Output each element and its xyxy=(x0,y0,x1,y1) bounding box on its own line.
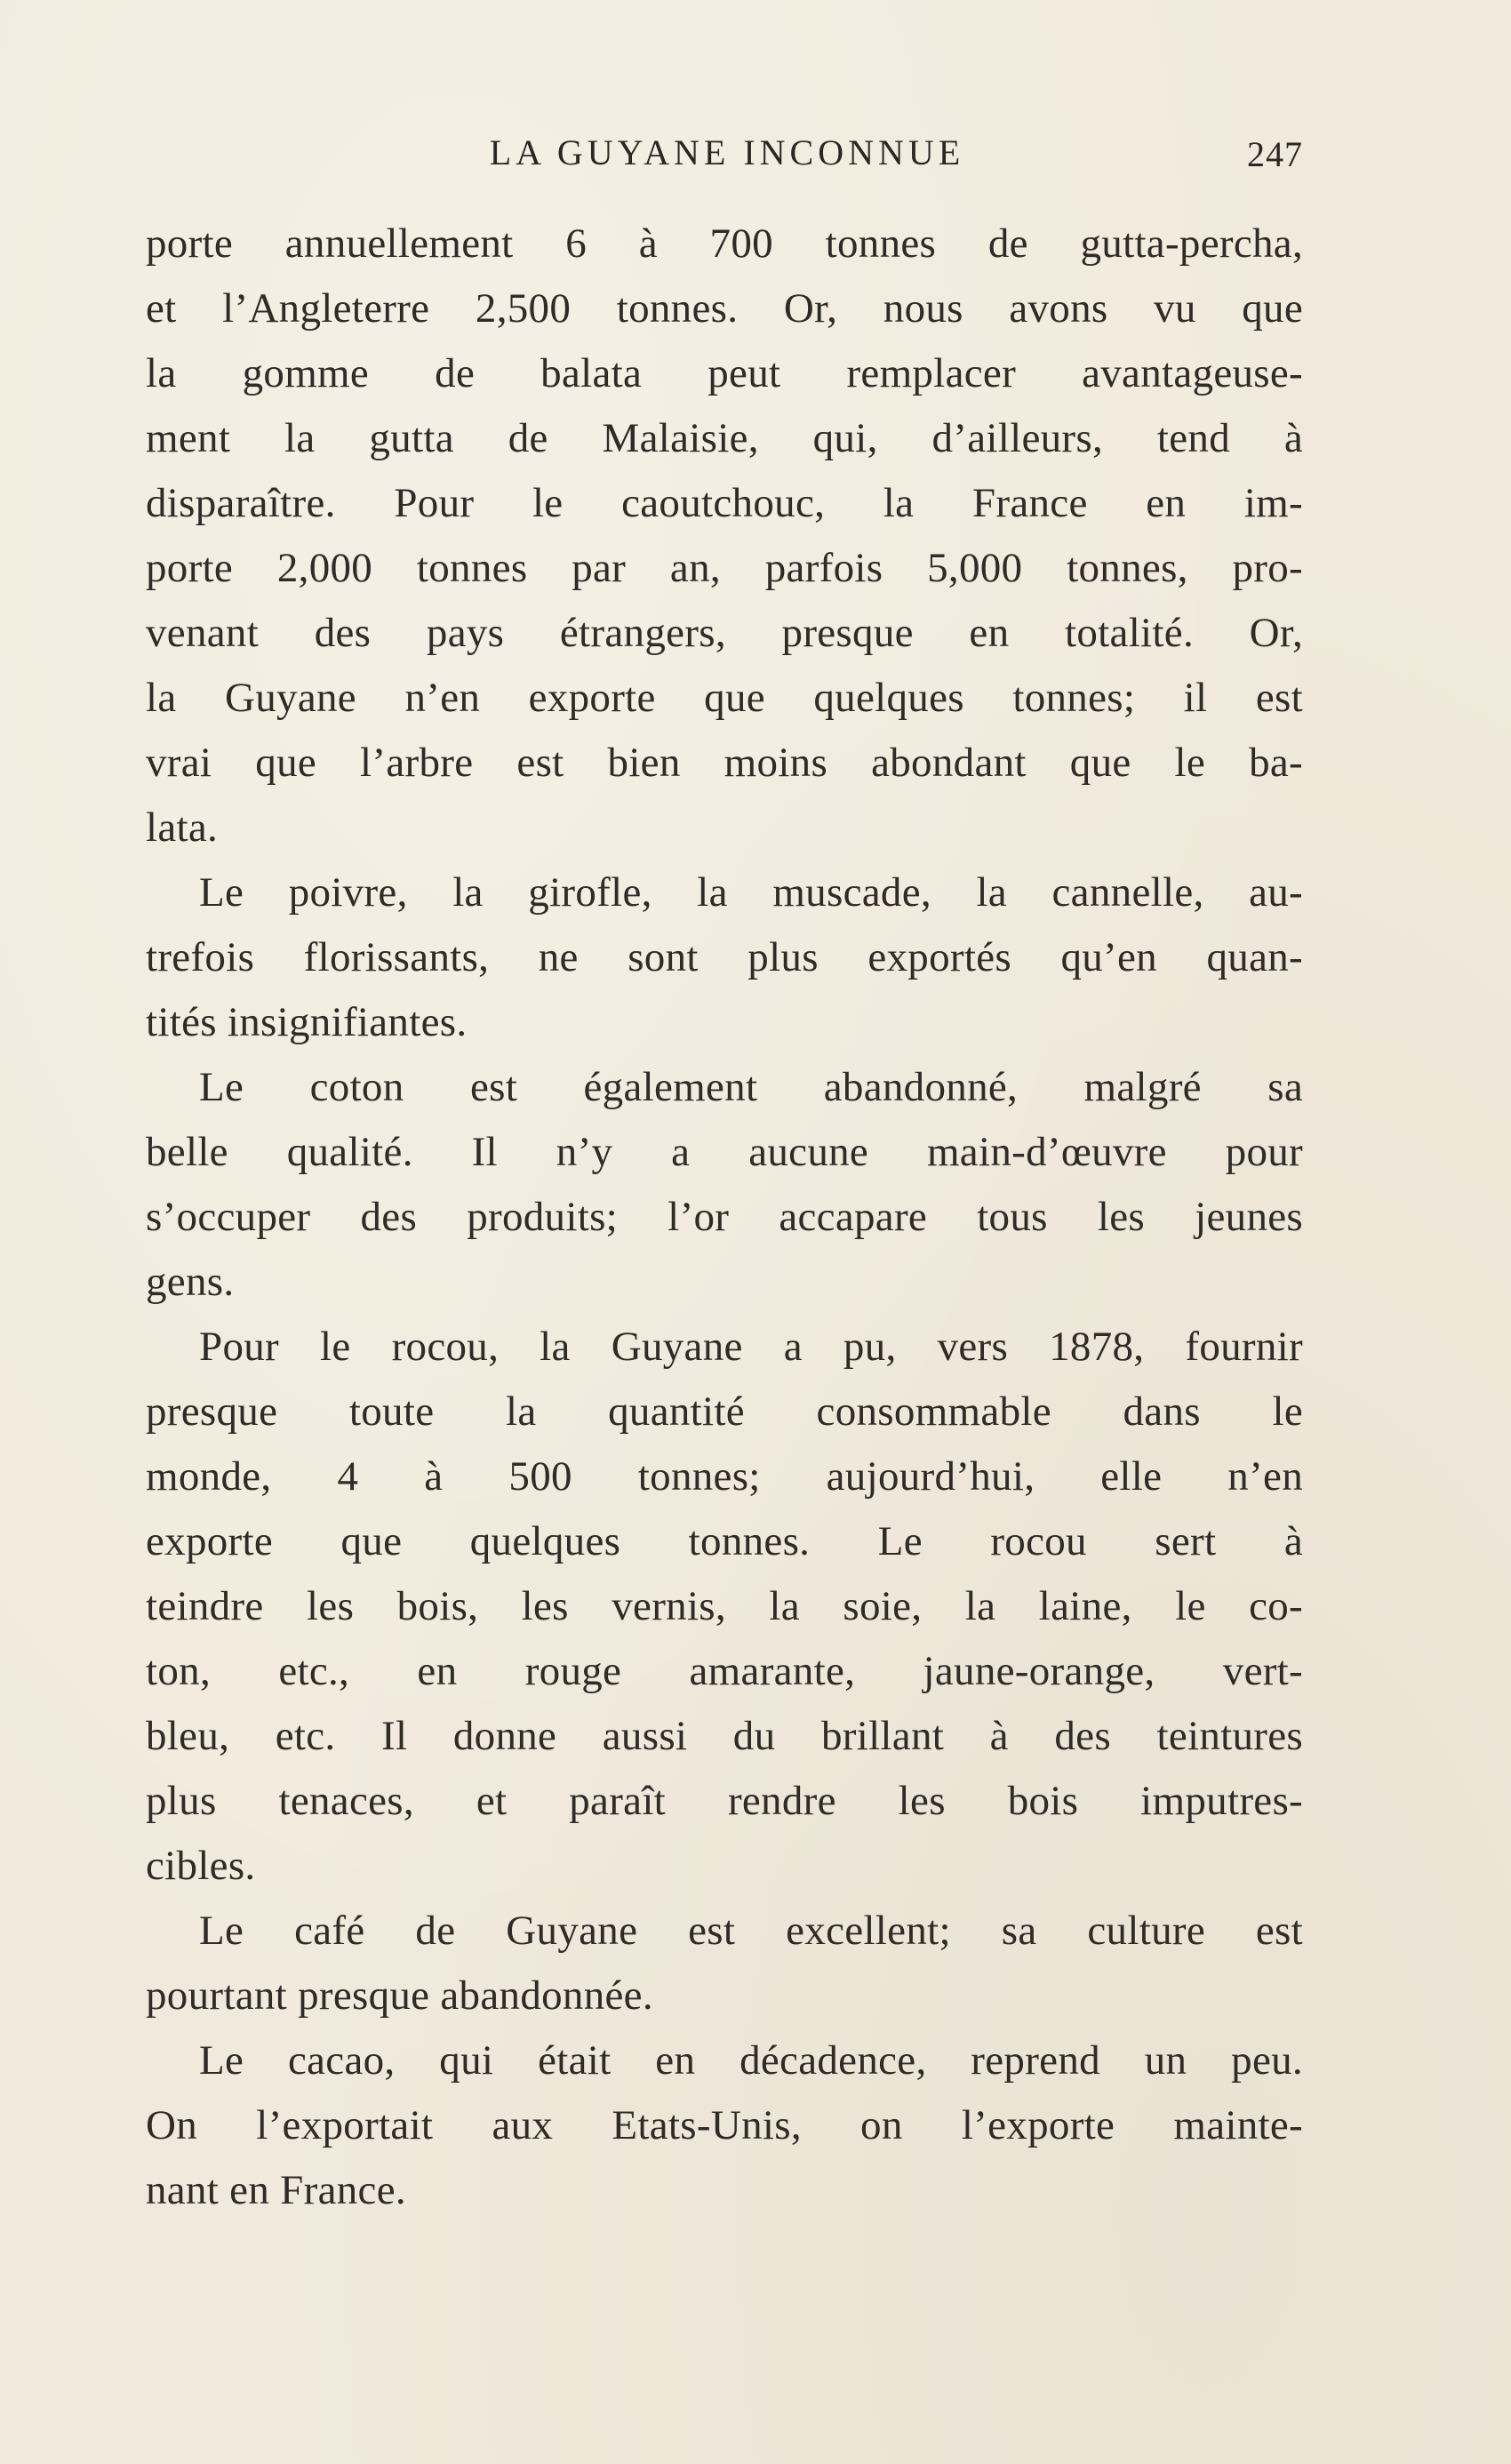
text-line: gens. xyxy=(146,1259,235,1305)
text-line: porte annuellement 6 à 700 tonnes de gutta-percha, xyxy=(146,220,1303,267)
text-line: trefois florissants, ne sont plus exportés qu’en quan- xyxy=(146,934,1303,980)
text-line: nant en France. xyxy=(146,2167,406,2213)
text-line: Pour le rocou, la Guyane a pu, vers 1878, fournir xyxy=(199,1324,1303,1370)
text-line: Le café de Guyane est excellent; sa culture est xyxy=(199,1908,1303,1954)
text-line: bleu, etc. Il donne aussi du brillant à des teintures xyxy=(146,1713,1303,1759)
text-line: disparaître. Pour le caoutchouc, la France en im- xyxy=(146,480,1303,526)
text-line: pourtant presque abandonnée. xyxy=(146,1972,653,2019)
text-line: la gomme de balata peut remplacer avantageuse- xyxy=(146,350,1303,396)
text-line: plus tenaces, et paraît rendre les bois imputres- xyxy=(146,1778,1303,1824)
page-number: 247 xyxy=(1247,134,1303,174)
running-head xyxy=(151,132,1303,176)
text-line: presque toute la quantité consommable dans le xyxy=(146,1388,1303,1435)
text-line: Le cacao, qui était en décadence, reprend un peu. xyxy=(199,2037,1303,2084)
body-text xyxy=(146,212,1303,2223)
text-line: s’occuper des produits; l’or accapare tous les jeunes xyxy=(146,1194,1303,1240)
text-line: teindre les bois, les vernis, la soie, la laine, le co- xyxy=(146,1583,1303,1629)
text-line: venant des pays étrangers, presque en totalité. Or, xyxy=(146,610,1303,656)
text-line: Le coton est également abandonné, malgré sa xyxy=(199,1064,1303,1110)
running-title: LA GUYANE INCONNUE xyxy=(489,132,965,172)
text-line: tités insignifiantes. xyxy=(146,999,468,1045)
text-line: vrai que l’arbre est bien moins abondant que le ba- xyxy=(146,740,1303,786)
text-line: exporte que quelques tonnes. Le rocou sert à xyxy=(146,1518,1303,1564)
text-line: et l’Angleterre 2,500 tonnes. Or, nous avons vu que xyxy=(146,285,1303,332)
text-line: On l’exportait aux Etats-Unis, on l’exporte mainte- xyxy=(146,2102,1303,2148)
text-line: ton, etc., en rouge amarante, jaune-orange, vert- xyxy=(146,1648,1303,1694)
text-line: lata. xyxy=(146,804,219,851)
text-line: Le poivre, la girofle, la muscade, la cannelle, au- xyxy=(199,869,1303,916)
text-line: belle qualité. Il n’y a aucune main-d’œuvre pour xyxy=(146,1129,1303,1175)
text-line: la Guyane n’en exporte que quelques tonnes; il est xyxy=(146,675,1303,721)
text-line: cibles. xyxy=(146,1843,256,1889)
text-line: porte 2,000 tonnes par an, parfois 5,000 tonnes, pro- xyxy=(146,545,1303,591)
text-line: monde, 4 à 500 tonnes; aujourd’hui, elle n’en xyxy=(146,1453,1303,1500)
text-line: ment la gutta de Malaisie, qui, d’ailleurs, tend à xyxy=(146,415,1303,461)
